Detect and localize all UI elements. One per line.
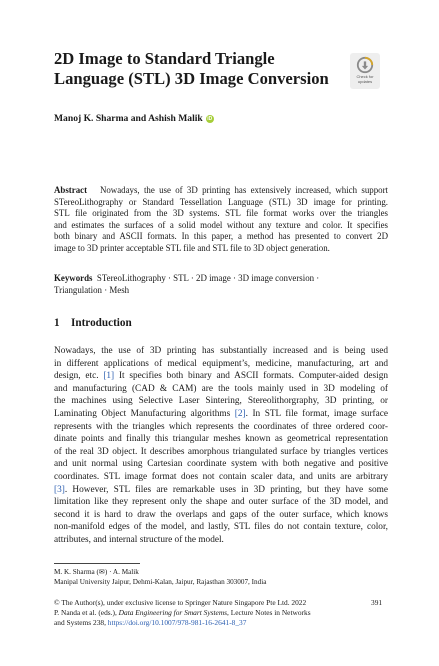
doi-link[interactable]: https://doi.org/10.1007/978-981-16-2641-8_37	[107, 618, 247, 627]
body-text: Laminating Object Manufacturing algorithms	[54, 408, 231, 419]
citation-text: P. Nanda et al. (eds.),	[54, 608, 119, 617]
body-line: in different applications of medical equipment’s, medicine, manufacturing, art and	[54, 358, 388, 369]
book-title: Data Engineering for Smart Systems	[118, 608, 228, 617]
title-line: Language (STL) 3D Image Conversion	[54, 68, 329, 88]
abstract-line: both binary and ASCII formats. In this paper, a method has presented to convert 2D	[54, 231, 388, 242]
abstract-block	[54, 185, 388, 255]
body-line: and manufacturing (CAD & CAM) are the tools mainly used in 3D modeling of	[54, 383, 388, 394]
abstract-line: and estimates the surfaces of a solid model without any texture and color. It specifies	[54, 219, 388, 230]
author-affiliation	[54, 567, 388, 587]
keywords-label: Keywords	[54, 273, 93, 283]
author-line	[54, 113, 214, 124]
title-line: 2D Image to Standard Triangle	[54, 49, 275, 68]
keywords-line: Triangulation · Mesh	[54, 284, 130, 295]
abstract-label: Abstract	[54, 185, 88, 195]
introduction-body	[54, 345, 388, 547]
badge-label: updates	[357, 78, 373, 84]
badge-label: Check for	[356, 74, 374, 79]
body-text: design, etc.	[54, 371, 99, 382]
body-text: . However, STL files are remarkable uses in 3D printing, but they have some	[64, 484, 388, 495]
body-line: coordinates. STL image format does not contain scaler data, and units are arbitrary	[54, 471, 388, 482]
abstract-line: STereoLithography or Standard Tessellation Language (STL) 3D image for printing.	[54, 196, 388, 207]
abstract-line: Nowadays, the use of 3D printing has extensively increased, which support	[99, 185, 388, 195]
keywords-block	[54, 273, 388, 296]
citation-text: and Systems 238,	[54, 618, 108, 627]
keywords-line: STereoLithography · STL · 2D image · 3D image conversion ·	[96, 273, 320, 283]
footnote-divider	[54, 563, 140, 564]
body-line: of the real 3D object. It describes amorphous triangulated surface by triangles vertices	[54, 446, 388, 457]
body-text: It specifies both binary and ASCII formats. Computer-aided design	[118, 371, 388, 382]
section-heading	[54, 317, 132, 329]
body-line: non-manifold edges of the model, and lastly, STL files do not contain texture, color,	[54, 522, 388, 533]
body-line: attributes, and internal structure of the model.	[54, 534, 224, 545]
copyright-notice	[54, 598, 388, 628]
check-for-updates-icon	[356, 56, 374, 74]
paper-title	[54, 49, 344, 88]
body-line: dinate points and finally this triangular meshes known as geometrical representation	[54, 434, 388, 445]
orcid-icon[interactable]: iD	[207, 116, 213, 122]
body-line: Nowadays, the use of 3D printing has substantially increased and is being used	[54, 346, 388, 356]
body-line: and unit normal using Cartesian coordinate system with both negative and positive	[54, 459, 388, 470]
page-number: 391	[371, 598, 383, 607]
affiliation-address: Manipal University Jaipur, Dehmi-Kalan, Jaipur, Rajasthan 303007, India	[54, 578, 267, 586]
section-title: Introduction	[71, 317, 132, 329]
abstract-line: image to 3D printer acceptable STL file and STL file to 3D object generation.	[54, 242, 330, 253]
body-line: limitation like they represent only the shape and outer surface of the 3D model, and	[54, 497, 388, 508]
abstract-line: STL file originated from the 3D systems. STL file format works over the triangles	[54, 208, 388, 219]
section-number: 1	[54, 317, 60, 329]
author-names: Manoj K. Sharma and Ashish Malik	[54, 113, 203, 124]
check-for-updates-badge[interactable]	[350, 53, 380, 89]
body-line: second it is hard to draw the overlaps and gaps of the outer surface, which knows	[54, 509, 388, 520]
body-line: the machines using Selective Laser Sintering, Stereolithorgraphy, 3D printing, or	[54, 396, 388, 407]
affiliation-authors: M. K. Sharma (✉) · A. Malik	[54, 568, 139, 576]
citation-link[interactable]: [2]	[234, 408, 246, 419]
citation-link[interactable]: [3]	[54, 484, 65, 495]
body-line: represents with the triangles which represents the coordinates of three ordered coor-	[54, 421, 388, 432]
citation-link[interactable]: [1]	[103, 371, 115, 382]
body-text: . In STL file format, image surface	[245, 408, 389, 419]
citation-text: , Lecture Notes in Networks	[227, 608, 311, 617]
copyright-line: © The Author(s), under exclusive license to Springer Nature Singapore Pte Ltd. 2022	[54, 598, 307, 607]
